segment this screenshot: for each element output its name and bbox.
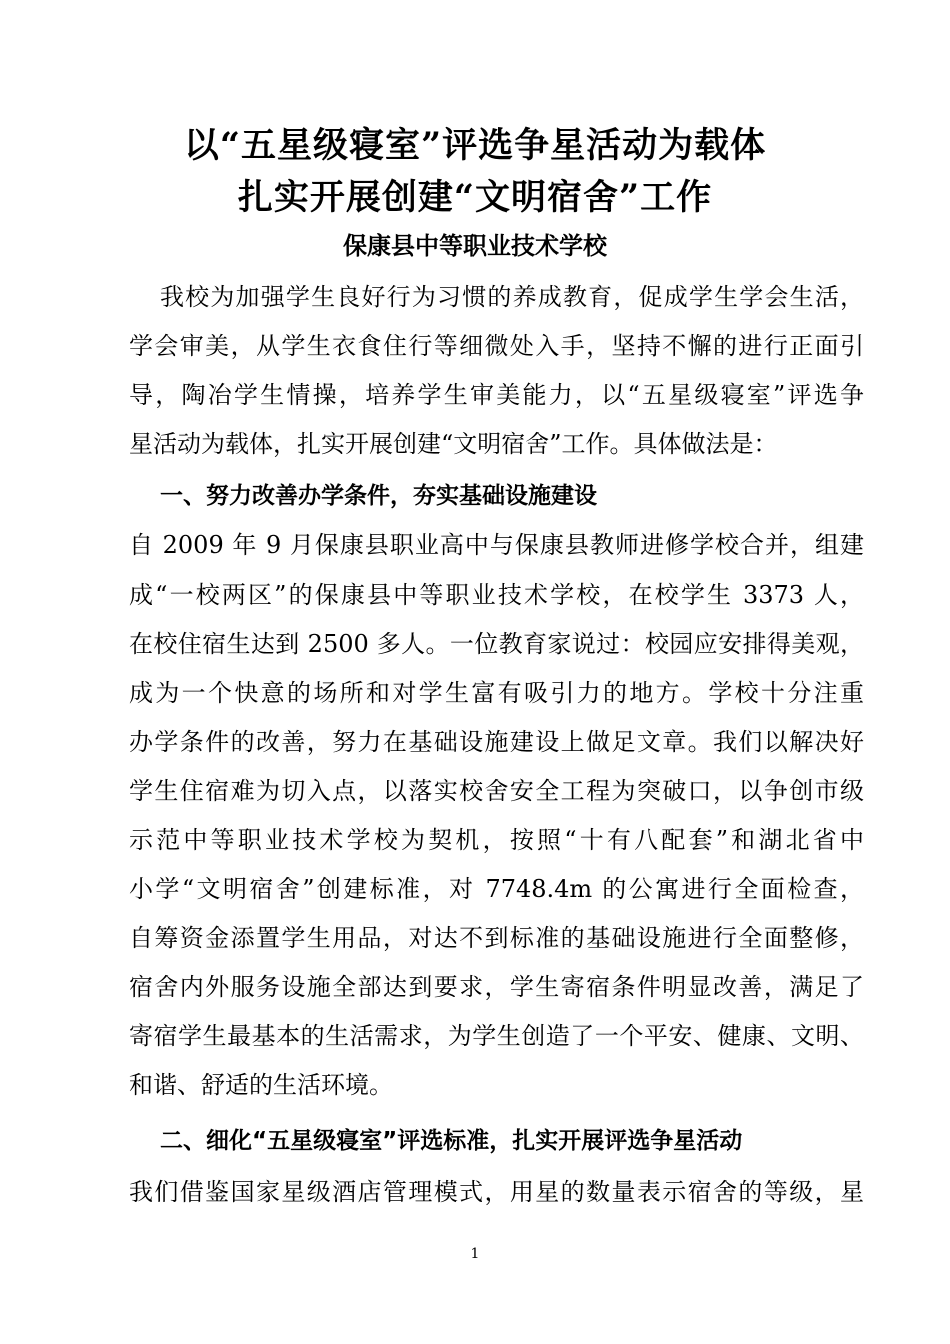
body-line: 自筹资金添置学生用品，对达不到标准的基础设施进行全面整修，: [129, 924, 864, 952]
intro-line: 我校为加强学生良好行为习惯的养成教育，促成学生学会生活，: [160, 283, 864, 311]
body-line: 我们借鉴国家星级酒店管理模式，用星的数量表示宿舍的等级，星: [129, 1178, 864, 1206]
body-line: 小学“文明宿舍”创建标准，对 7748.4m 的公寓进行全面检查，: [129, 875, 864, 903]
body-line: 自 2009 年 9 月保康县职业高中与保康县教师进修学校合并，组建: [129, 531, 864, 559]
section-2-heading: 二、细化“五星级寝室”评选标准，扎实开展评选争星活动: [160, 1128, 743, 1154]
document-title-line-2: 扎实开展创建“文明宿舍”工作: [237, 177, 713, 218]
section-1-heading: 一、努力改善办学条件，夯实基础设施建设: [160, 483, 597, 509]
body-line: 寄宿学生最基本的生活需求，为学生创造了一个平安、健康、文明、: [129, 1022, 864, 1050]
body-line: 学生住宿难为切入点，以落实校舍安全工程为突破口，以争创市级: [129, 777, 864, 805]
page-number: 1: [470, 1246, 480, 1262]
body-line: 宿舍内外服务设施全部达到要求，学生寄宿条件明显改善，满足了: [129, 973, 864, 1001]
author-school: 保康县中等职业技术学校: [343, 232, 607, 260]
document-title-line-1: 以“五星级寝室”评选争星活动为载体: [183, 125, 767, 166]
intro-line: 星活动为载体，扎实开展创建“文明宿舍”工作。具体做法是：: [129, 430, 778, 458]
body-line: 成为一个快意的场所和对学生富有吸引力的地方。学校十分注重: [129, 679, 864, 707]
body-line: 在校住宿生达到 2500 多人。一位教育家说过：校园应安排得美观，: [129, 630, 864, 658]
body-line: 和谐、舒适的生活环境。: [129, 1071, 393, 1099]
body-line: 办学条件的改善，努力在基础设施建设上做足文章。我们以解决好: [129, 728, 864, 756]
intro-line: 导，陶冶学生情操，培养学生审美能力，以“五星级寝室”评选争: [129, 381, 864, 409]
body-line: 成“一校两区”的保康县中等职业技术学校，在校学生 3373 人，: [129, 581, 864, 609]
body-line: 示范中等职业技术学校为契机，按照“十有八配套”和湖北省中: [129, 826, 864, 854]
intro-line: 学会审美，从学生衣食住行等细微处入手，坚持不懈的进行正面引: [129, 332, 864, 360]
